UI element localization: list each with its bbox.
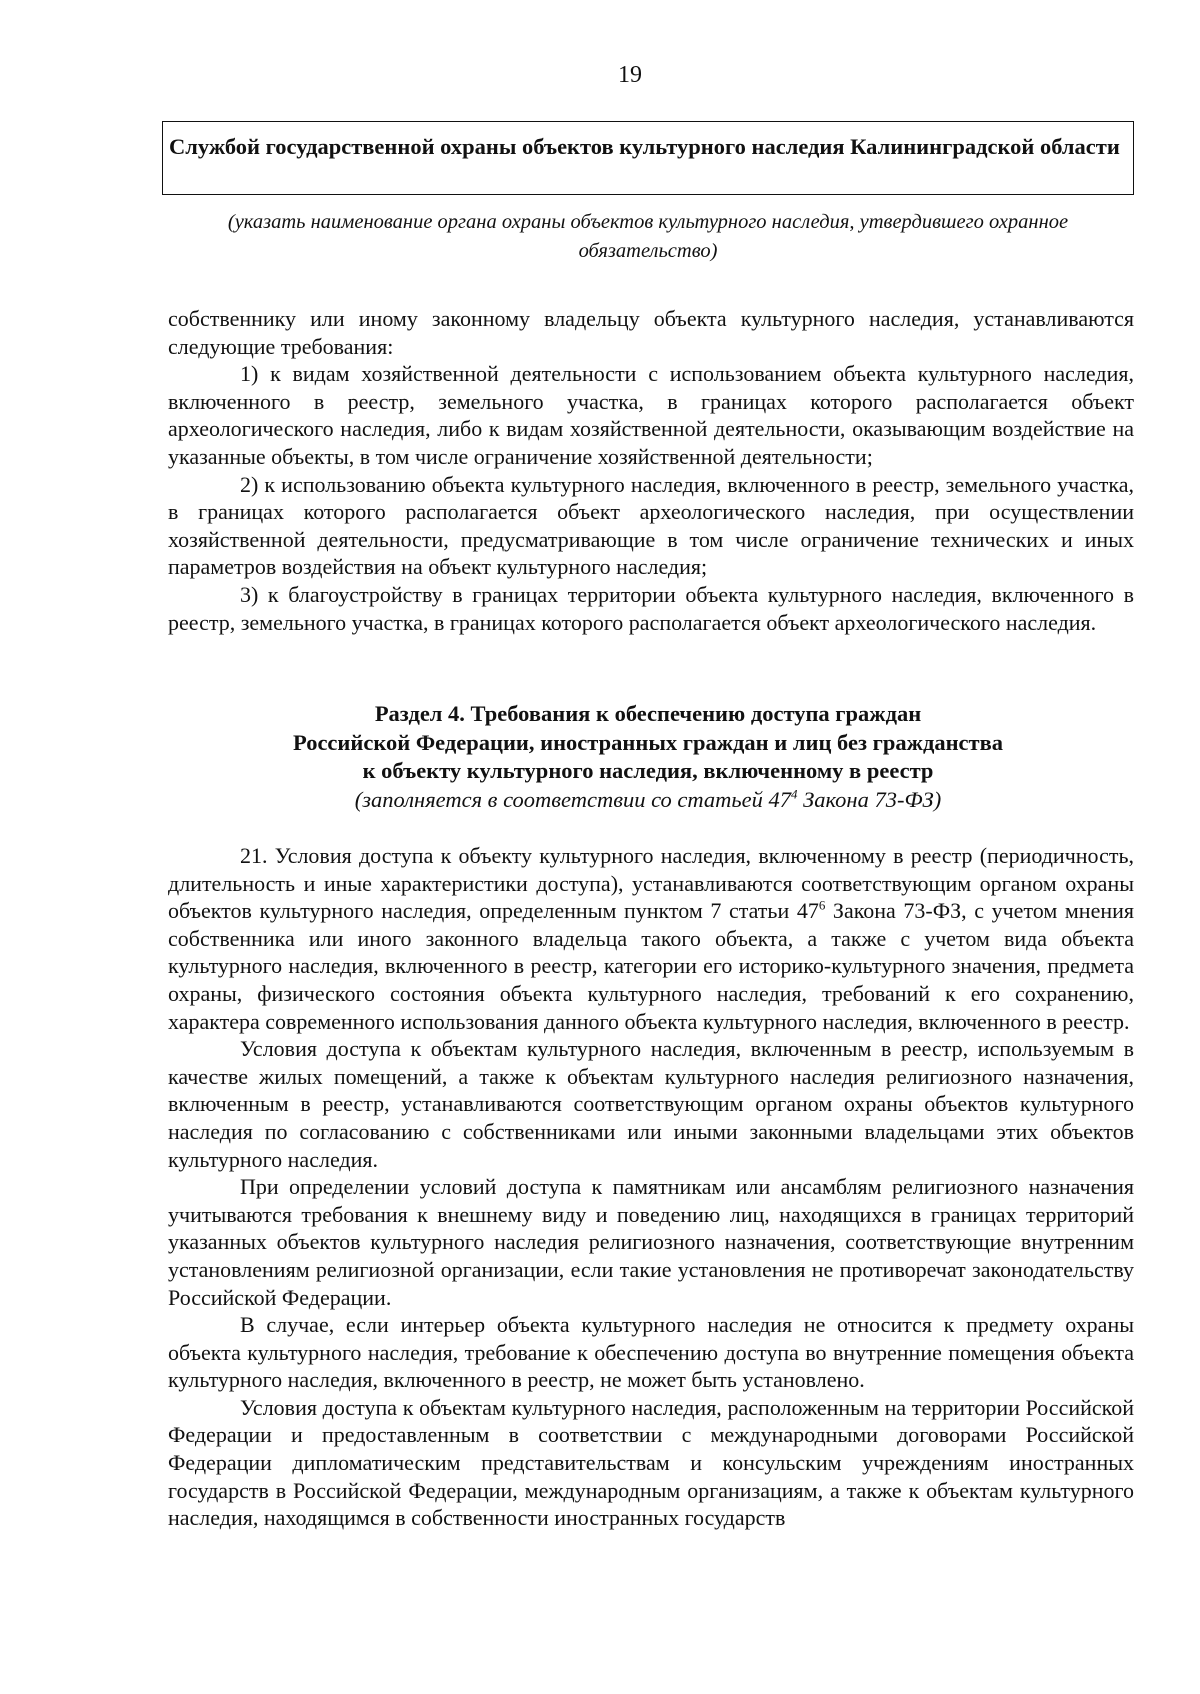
clause-21-paragraph-3: При определении условий доступа к памятникам или ансамблям религиозного назначения учитываются требования к внешнему виду и поведению лиц, находящихся в границах территорий указанных объектов культурного наследия религиозного назначения, соответствующие внутренним установлениям религиозной организации, если такие установления не противоречат законодательству Российской Федерации. [168,1174,1134,1310]
requirement-item-2: 2) к использованию объекта культурного наследия, включенного в реестр, земельного участка, в границах которого располагается объект археологического наследия, при осуществлении хозяйственной деятельности, предусматривающие в том числе ограничение технических и иных параметров воздействия на объект культурного наследия; [168,471,1134,580]
section-note-superscript: 4 [791,786,798,801]
requirement-item-3: 3) к благоустройству в границах территории объекта культурного наследия, включенного в реестр, земельного участка, в границах которого располагается объект археологического наследия. [168,581,1134,635]
clause-21-paragraph-5: Условия доступа к объектам культурного наследия, расположенным на территории Российской Федерации и предоставленным в соответствии с международными договорами Российской Федерации дипломатическим представительствам и консульским учреждениям иностранных государств в Российской Федерации, международным организациям, а также к объектам культурного наследия, находящимся в собственности иностранных государств [168,1394,1134,1531]
page-number: 19 [618,62,642,88]
authority-name-box [162,121,1134,195]
section-note: (заполняется в соответствии со статьей $47^4$ Закона 73-ФЗ) [354,786,942,812]
requirements-block [168,305,1134,636]
authority-instruction: (указать наименование органа охраны объектов культурного наследия, утвердившего охранное обязательство) [227,211,1069,262]
requirements-intro: собственнику или иному законному владельцу объекта культурного наследия, устанавливаются следующие требования: [168,306,1134,359]
section-4-heading [162,700,1134,814]
requirement-item-1: 1) к видам хозяйственной деятельности с использованием объекта культурного наследия, включенного в реестр, земельного участка, в границах которого располагается объект археологического наследия, либо к видам хозяйственной деятельности, оказывающим воздействие на указанные объекты, в том числе ограничение хозяйственной деятельности; [168,361,1134,469]
clause-21-block [168,842,1134,1532]
clause-21-paragraph-4: В случае, если интерьер объекта культурного наследия не относится к предмету охраны объекта культурного наследия, требование к обеспечению доступа во внутренние помещения объекта культурного наследия, включенного в реестр, не может быть установлено. [168,1312,1134,1393]
clause-21-superscript: 6 [818,897,826,913]
section-title-line-2: Российской Федерации, иностранных граждан и лиц без гражданства [293,729,1003,755]
authority-name: Службой государственной охраны объектов культурного наследия Калининградской области [169,134,1120,159]
section-title-line-3: к объекту культурного наследия, включенному в реестр [362,758,934,783]
clause-21-paragraph-1: 21. Условия доступа к объекту культурного наследия, включенному в реестр (периодичность, длительность и иные характеристики доступа), устанавливаются соответствующим органом охраны объектов культурного наследия, определенным пунктом 7 статьи $47^6$ Закона 73-ФЗ, с учетом мнения собственника или иного законного владельца такого объекта, а также с учетом вида объекта культурного наследия, включенного в реестр, категории его историко-культурного значения, предмета охраны, физического состояния объекта культурного наследия, требований к его сохранению, характера современного использования данного объекта культурного наследия, включенного в реестр. [168,843,1134,1034]
clause-21-paragraph-2: Условия доступа к объектам культурного наследия, включенным в реестр, используемым в качестве жилых помещений, а также к объектам культурного наследия религиозного назначения, включенным в реестр, устанавливаются соответствующим органом охраны объектов культурного наследия по согласованию с собственниками или иными законными владельцами этих объектов культурного наследия. [168,1036,1134,1172]
section-title-line-1: Раздел 4. Требования к обеспечению доступа граждан [374,701,922,726]
